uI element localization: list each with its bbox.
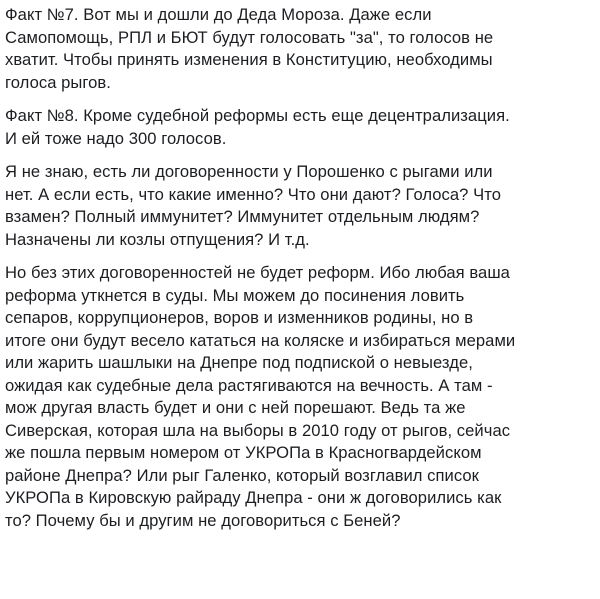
text-line: Самопомощь, РПЛ и БЮТ будут голосовать "за", то голосов не — [5, 27, 494, 47]
text-line: реформа уткнется в суды. Мы можем до посинения ловить — [5, 285, 465, 305]
paragraph-fact-8 — [5, 105, 597, 150]
paragraph-reforms — [5, 262, 597, 532]
post-text — [5, 4, 597, 543]
paragraph-agreements — [5, 161, 597, 251]
text-line: УКРОПа в Кировскую райраду Днепра - они ж договорились как — [5, 488, 502, 507]
text-line: взамен? Полный иммунитет? Иммунитет отдельным людям? — [5, 207, 480, 226]
paragraph-fact-7 — [5, 4, 597, 94]
text-line: нет. А если есть, что какие именно? Что они дают? Голоса? Что — [5, 184, 501, 204]
text-line: сепаров, коррупционеров, воров и изменников родины, но в — [5, 308, 474, 327]
text-line: ожидая как судебные дела растягиваются на вечность. А там - — [5, 375, 493, 395]
text-line: Я не знаю, есть ли договоренности у Порошенко с рыгами или — [5, 162, 493, 181]
text-line: или жарить шашлыки на Днепре под подпиской о невыезде, — [5, 353, 473, 372]
text-line: итоге они будут весело кататься на коляске и избираться мерами — [5, 330, 516, 350]
text-line: Но без этих договоренностей не будет реформ. Ибо любая ваша — [5, 263, 510, 282]
text-line: Сиверская, которая шла на выборы в 2010 году от рыгов, сейчас — [5, 420, 511, 440]
text-line: Факт №8. Кроме судебной реформы есть еще децентрализация. — [5, 106, 510, 125]
text-line: Факт №7. Вот мы и дошли до Деда Мороза. Даже если — [5, 5, 432, 24]
text-line: голоса рыгов. — [5, 72, 111, 92]
text-line: районе Днепра? Или рыг Галенко, который возглавил список — [5, 465, 479, 485]
text-line: хватит. Чтобы принять изменения в Конституцию, необходимы — [5, 50, 493, 69]
text-line: мож другая власть будет и они с ней порешают. Ведь та же — [5, 398, 466, 417]
text-line: И ей тоже надо 300 голосов. — [5, 128, 227, 148]
text-line: Назначены ли козлы отпущения? И т.д. — [5, 229, 310, 249]
text-line: то? Почему бы и другим не договориться с Беней? — [5, 510, 401, 530]
text-line: же пошла первым номером от УКРОПа в Красногвардейском — [5, 443, 482, 462]
